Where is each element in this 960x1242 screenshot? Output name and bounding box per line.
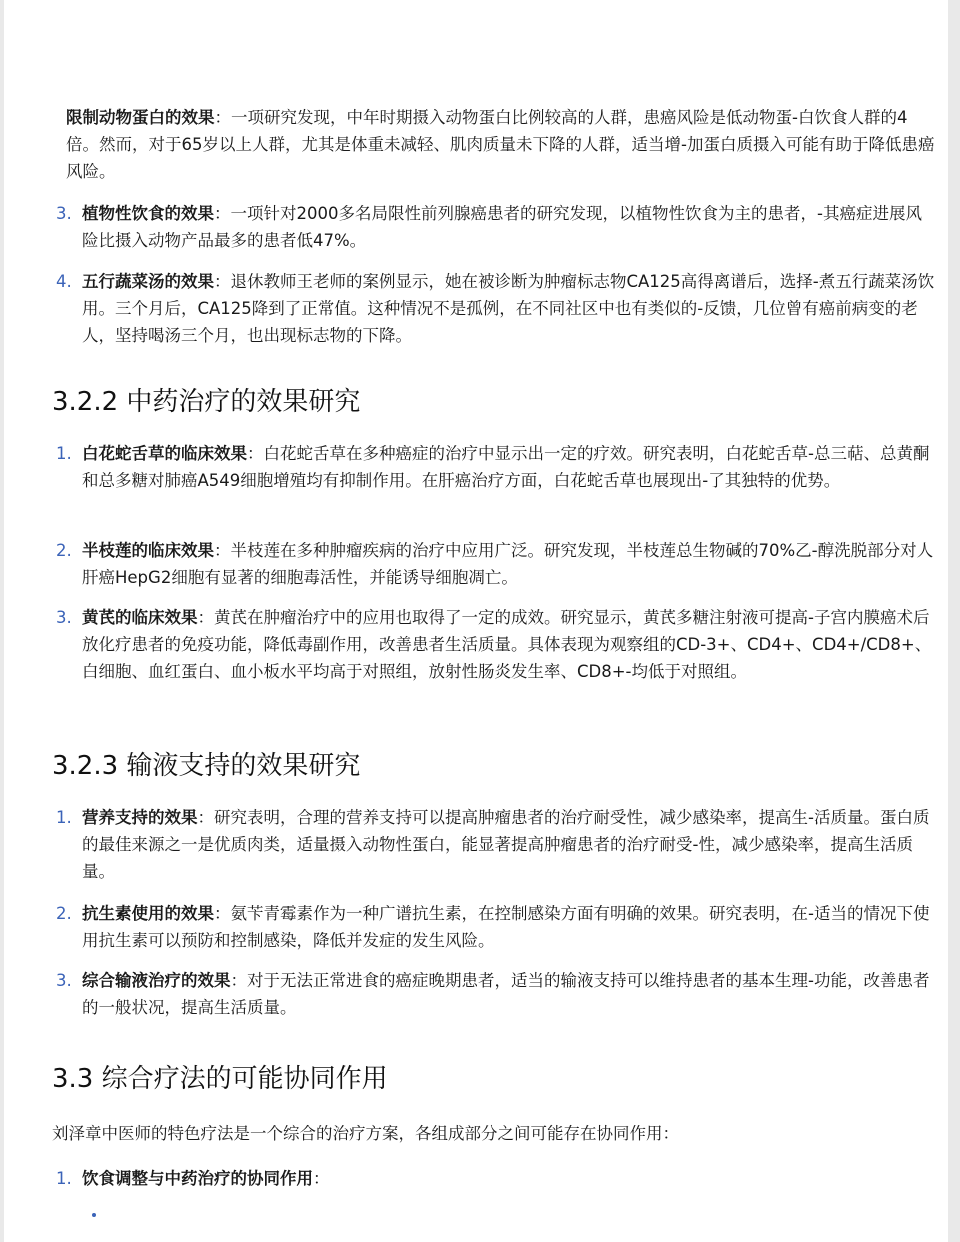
list-item-bold: 综合输液治疗的效果	[82, 971, 231, 990]
list-item-bold: 五行蔬菜汤的效果	[82, 272, 214, 291]
list-item-bold: 抗生素使用的效果	[82, 904, 214, 923]
section-heading-3-2-3: 3.2.3 输液支持的效果研究	[52, 751, 361, 781]
list-item	[56, 804, 938, 885]
bullet-dot-icon	[92, 1213, 96, 1217]
section-heading-3-3: 3.3 综合疗法的可能协同作用	[52, 1064, 388, 1094]
list-item-bold: 营养支持的效果	[82, 808, 198, 827]
list-item	[56, 537, 938, 591]
list-number: 3.	[56, 204, 72, 223]
list-item	[56, 967, 938, 1021]
list-item	[56, 268, 938, 349]
list-item-bold: 白花蛇舌草的临床效果	[82, 444, 247, 463]
list-item-text: ：一项针对2000多名局限性前列腺癌患者的研究发现，以植物性饮食为主的患者，-其癌症进展风险比摄入动物产品最多的患者低47%。	[82, 204, 922, 250]
list-item	[56, 900, 938, 954]
list-item	[56, 604, 938, 685]
list-item-bold: 植物性饮食的效果	[82, 204, 214, 223]
list-item-text: ：黄芪在肿瘤治疗中的应用也取得了一定的成效。研究显示，黄芪多糖注射液可提高-子宫内膜癌术后放化疗患者的免疫功能，降低毒副作用，改善患者生活质量。具体表现为观察组的CD-3+、CD4+、CD4+/CD8+、白细胞、血红蛋白、血小板水平均高于对照组，放射性肠炎发生率、CD8+-均低于对照组。	[82, 608, 932, 681]
list-item-text: ：退休教师王老师的案例显示，她在被诊断为肿瘤标志物CA125高得离谱后，选择-煮五行蔬菜汤饮用。三个月后，CA125降到了正常值。这种情况不是孤例，在不同社区中也有类似的-反馈，几位曾有癌前病变的老人，坚持喝汤三个月，也出现标志物的下降。	[82, 272, 935, 345]
list-number: 4.	[56, 272, 72, 291]
list-number: 3.	[56, 971, 72, 990]
list-number: 1.	[56, 1169, 72, 1188]
list-item	[56, 200, 938, 254]
list-item-text: ：研究表明，合理的营养支持可以提高肿瘤患者的治疗耐受性，减少感染率，提高生-活质量。蛋白质的最佳来源之一是优质肉类，适量摄入动物性蛋白，能显著提高肿瘤患者的治疗耐受-性，减少感染率，提高生活质量。	[82, 808, 930, 881]
intro-text: ：一项研究发现，中年时期摄入动物蛋白比例较高的人群，患癌风险是低动物蛋-白饮食人群的4倍。然而，对于65岁以上人群，尤其是体重未减轻、肌肉质量未下降的人群，适当增-加蛋白质摄入可能有助于降低患癌风险。	[66, 108, 935, 181]
list-number: 1.	[56, 444, 72, 463]
list-item	[56, 1165, 938, 1192]
list-item-bold: 饮食调整与中药治疗的协同作用	[82, 1169, 313, 1188]
intro-bold-label: 限制动物蛋白的效果	[66, 108, 215, 127]
list-number: 2.	[56, 541, 72, 560]
document-page	[4, 0, 948, 1242]
list-number: 1.	[56, 808, 72, 827]
list-item-bold: 半枝莲的临床效果	[82, 541, 214, 560]
list-item-text: ：半枝莲在多种肿瘤疾病的治疗中应用广泛。研究发现，半枝莲总生物碱的70%乙-醇洗脱部分对人肝癌HepG2细胞有显著的细胞毒活性，并能诱导细胞凋亡。	[82, 541, 934, 587]
list-item-bold: 黄芪的临床效果	[82, 608, 198, 627]
closing-paragraph: 刘泽章中医师的特色疗法是一个综合的治疗方案，各组成部分之间可能存在协同作用：	[52, 1124, 679, 1143]
list-number: 3.	[56, 608, 72, 627]
section-heading-3-2-2: 3.2.2 中药治疗的效果研究	[52, 387, 361, 417]
intro-paragraph	[66, 104, 936, 185]
list-item-text: ：对于无法正常进食的癌症晚期患者，适当的输液支持可以维持患者的基本生理-功能，改善患者的一般状况，提高生活质量。	[82, 971, 930, 1017]
list-item	[56, 440, 938, 494]
list-number: 2.	[56, 904, 72, 923]
list-item-text: ：氨苄青霉素作为一种广谱抗生素，在控制感染方面有明确的效果。研究表明，在-适当的情况下使用抗生素可以预防和控制感染，降低并发症的发生风险。	[82, 904, 930, 950]
list-item-text: ：	[313, 1169, 330, 1188]
list-item-text: ：白花蛇舌草在多种癌症的治疗中显示出一定的疗效。研究表明，白花蛇舌草-总三萜、总黄酮和总多糖对肺癌A549细胞增殖均有抑制作用。在肝癌治疗方面，白花蛇舌草也展现出-了其独特的优势。	[82, 444, 930, 490]
